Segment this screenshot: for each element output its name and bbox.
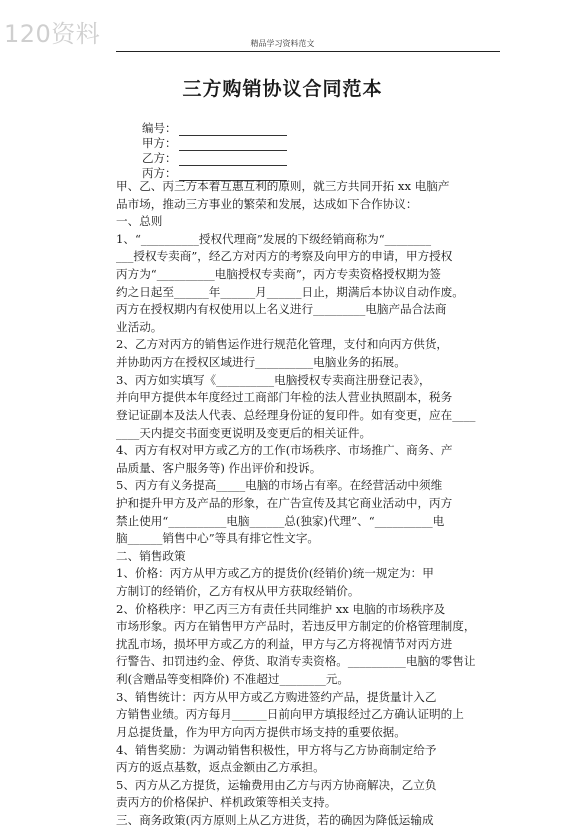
body-line: 责丙方的价格保护、样机政策等相关支持。 — [116, 795, 337, 810]
body-line: 约之日起至______年______月______日止，期满后本协议自动作废。 — [116, 284, 464, 299]
body-line: 丙方为“__________电脑授权专卖商”，丙方专卖资格授权期为签 — [116, 267, 441, 282]
section-heading: 三、商务政策(丙方原则上从乙方进货，若的确因为降低运输成 — [116, 812, 434, 827]
watermark-logo: 120资料 — [4, 20, 101, 48]
body-line: 护和提升甲方及产品的形象，在广告宣传及其它商业活动中，丙方 — [116, 495, 453, 510]
body-line: 4、丙方有权对甲方或乙方的工作(市场秩序、市场推广、商务、产 — [116, 443, 453, 458]
field-party-b — [142, 151, 287, 166]
body-line: ____天内提交书面变更说明及变更后的相关证件。 — [116, 425, 372, 440]
body-line: 甲、乙、丙三方本着互惠互利的原则，就三方共同开拓 xx 电脑产 — [116, 179, 450, 193]
body-line: ___授权专卖商”，经乙方对丙方的考察及向甲方的申请，甲方授权 — [116, 249, 453, 264]
document-title: 三方购销协议合同范本 — [182, 78, 383, 100]
blank-underline — [179, 123, 287, 136]
blank-underline — [179, 153, 287, 166]
body-line: 丙方在授权期内有权使用以上名义进行_________电脑产品合法商 — [116, 302, 447, 317]
body-line: 业活动。 — [116, 319, 163, 334]
section-heading: 二、销售政策 — [116, 548, 186, 563]
field-label: 丙方： — [142, 166, 177, 180]
body-line: 1、“__________授权代理商”发展的下级经销商称为“________ — [116, 231, 432, 246]
body-line: 2、乙方对丙方的销售运作进行规范化管理，支付和向丙方供货， — [116, 337, 449, 352]
body-line: 月总提货量，作为甲方向丙方提供市场支持的重要依据。 — [116, 724, 406, 739]
body-line: 方销售业绩。丙方每月______日前向甲方填报经过乙方确认证明的上 — [116, 707, 464, 722]
body-line: 登记证副本及法人代表、总经理身份证的复印件。如有变更，应在____ — [116, 407, 476, 422]
body-line: 并协助丙方在授权区域进行__________电脑业务的拓展。 — [116, 355, 406, 370]
field-label: 乙方： — [142, 151, 177, 165]
body-line: 1、价格：丙方从甲方或乙方的提货价(经销价)统一规定为：甲 — [116, 566, 434, 581]
body-line: 3、销售统计：丙方从甲方或乙方购进签约产品，提货量计入乙 — [116, 689, 437, 704]
body-line: 市场形象。丙方在销售甲方产品时，若违反甲方制定的价格管理制度， — [116, 619, 476, 634]
page-header-note: 精品学习资料范文 — [250, 39, 315, 48]
body-line: 并向甲方提供本年度经过工商部门年检的法人营业执照副本，税务 — [116, 390, 453, 405]
field-label: 编号： — [142, 121, 177, 135]
body-line: 利(含赠品等变相降价) 不准超过________元。 — [116, 672, 350, 687]
body-line: 5、丙方从乙方提货，运输费用由乙方与丙方协商解决，乙立负 — [116, 777, 437, 792]
body-line: 3、丙方如实填写《__________电脑授权专卖商注册登记表》， — [116, 372, 431, 387]
field-label: 甲方： — [142, 136, 177, 150]
body-line: 方制订的经销价，乙方有权从甲方获取经销价。 — [116, 584, 360, 599]
field-number — [142, 121, 287, 136]
body-line: 扰乱市场，损坏甲方或乙方的利益，甲方与乙方将视情节对丙方进 — [116, 636, 453, 651]
document-body — [116, 178, 486, 830]
body-line: 2、价格秩序：甲乙丙三方有责任共同维护 xx 电脑的市场秩序及 — [116, 601, 446, 616]
blank-underline — [179, 138, 287, 151]
body-line: 丙方的返点基数，返点金额由乙方承担。 — [116, 760, 325, 775]
body-line: 脑______销售中心”等具有排它性文字。 — [116, 531, 320, 546]
field-party-a — [142, 136, 287, 151]
body-line: 品市场，推动三方事业的繁荣和发展，达成如下合作协议： — [116, 196, 418, 211]
body-line: 品质量、客户服务等) 作出评价和投诉。 — [116, 460, 322, 475]
body-line: 5、丙方有义务提高_____电脑的市场占有率。在经营活动中须维 — [116, 478, 443, 493]
body-line: 禁止使用“__________电脑______总(独家)代理”、“__________电 — [116, 513, 445, 528]
header-divider — [116, 51, 500, 52]
body-line: 4、销售奖励：为调动销售积极性，甲方将与乙方协商制定给予 — [116, 742, 437, 757]
section-heading: 一、总则 — [116, 214, 163, 229]
body-line: 行警告、扣罚违约金、停货、取消专卖资格。__________电脑的零售让 — [116, 654, 476, 669]
